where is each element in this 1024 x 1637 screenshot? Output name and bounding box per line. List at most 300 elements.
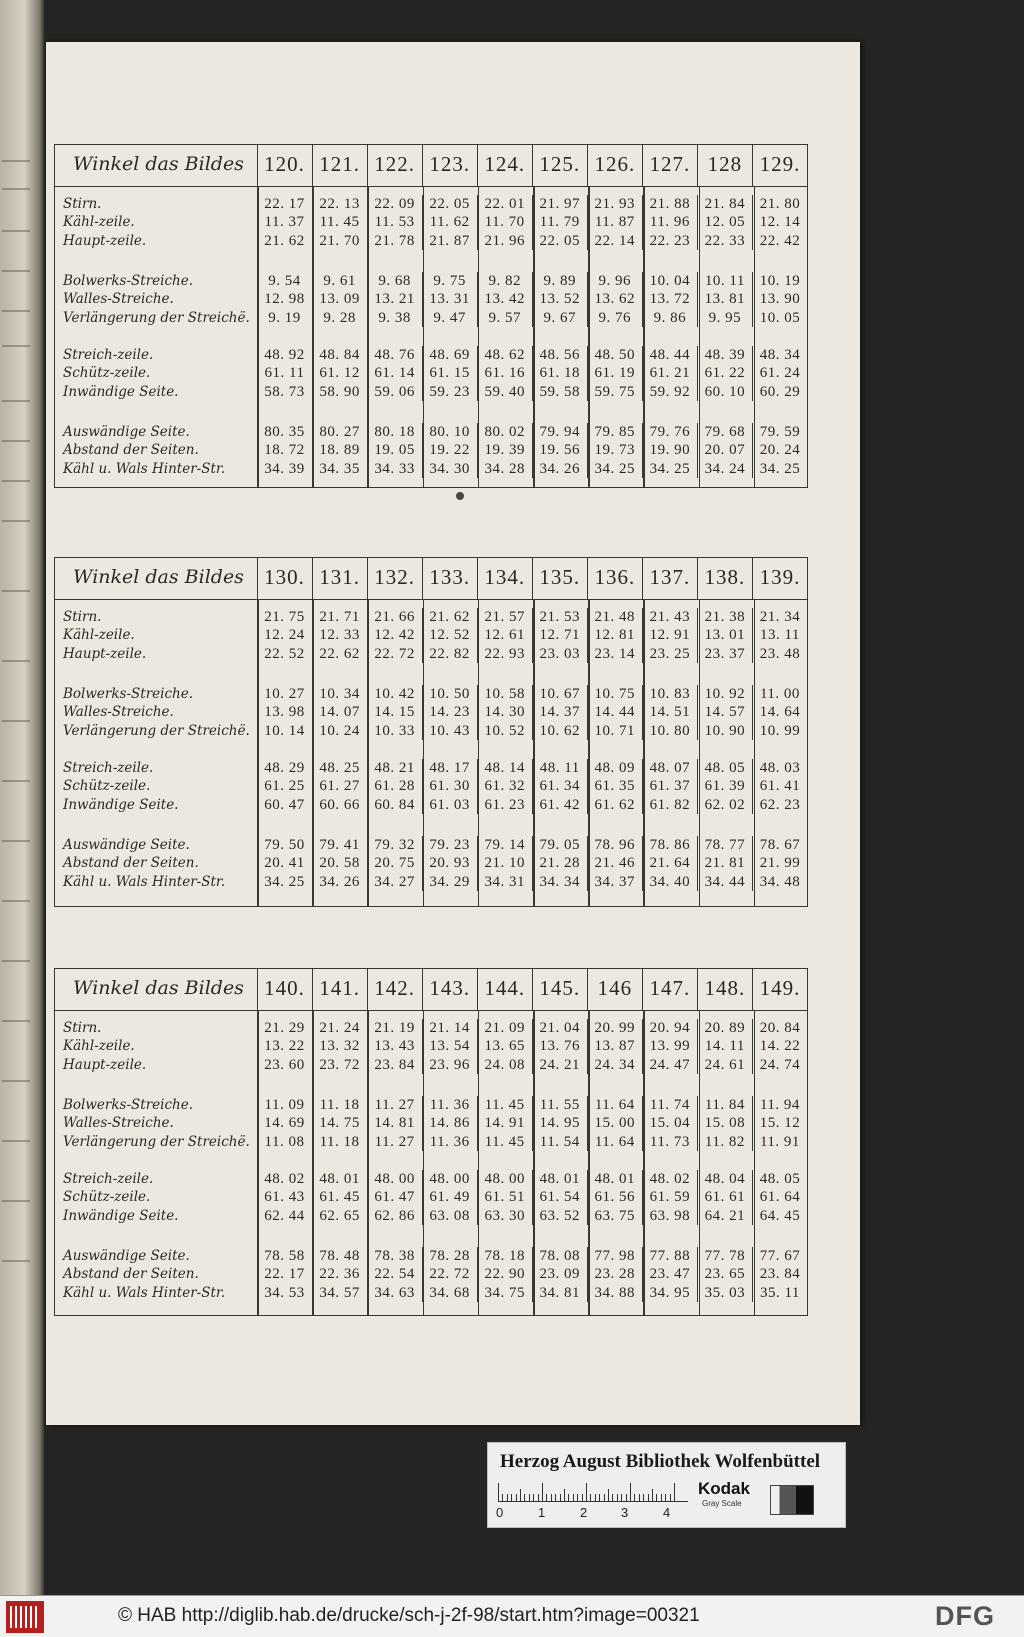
table-cell: 11. 45 — [477, 1096, 532, 1114]
table-cell: 48. 03 — [752, 759, 807, 777]
table-cell: 14. 37 — [532, 703, 587, 721]
table-cell: 22. 33 — [697, 232, 752, 250]
table-cell: 34. 24 — [697, 460, 752, 478]
table-cell: 10. 42 — [367, 685, 422, 703]
table-cell: 12. 91 — [642, 626, 697, 644]
table-cell: 34. 25 — [257, 873, 312, 891]
table-cell: 48. 01 — [532, 1170, 587, 1188]
table-cell: 23. 84 — [367, 1056, 422, 1074]
table-cell: 13. 09 — [312, 290, 367, 308]
table-cell: 61. 41 — [752, 777, 807, 795]
table-cell: 11. 18 — [312, 1096, 367, 1114]
table-cell: 11. 45 — [312, 213, 367, 231]
table-cell: 34. 26 — [532, 460, 587, 478]
table-row-bolw — [55, 1096, 807, 1114]
row-label: Schütz-zeile. — [63, 365, 151, 382]
table-cell: 63. 75 — [587, 1207, 642, 1225]
table-cell: 21. 48 — [587, 608, 642, 626]
hab-logo-icon — [6, 1601, 44, 1633]
row-label: Auswändige Seite. — [63, 837, 190, 853]
table-cell: 11. 37 — [257, 213, 312, 231]
table-cell: 19. 90 — [642, 441, 697, 459]
table-cell: 61. 34 — [532, 777, 587, 795]
table-cell: 35. 11 — [752, 1284, 807, 1302]
table-cell: 15. 00 — [587, 1114, 642, 1132]
table-cell: 24. 47 — [642, 1056, 697, 1074]
row-label: Haupt-zeile. — [63, 1056, 147, 1073]
table-cell: 23. 96 — [422, 1056, 477, 1074]
table-cell: 34. 31 — [477, 873, 532, 891]
table-cell: 34. 28 — [477, 460, 532, 478]
table-cell: 11. 09 — [257, 1096, 312, 1114]
scale-tick — [520, 1489, 521, 1501]
column-rule — [423, 1011, 425, 1315]
table-cell: 9. 54 — [257, 272, 312, 290]
column-header-angle: 149. — [752, 969, 807, 1010]
row-label: Abstand der Seiten. — [63, 1266, 199, 1283]
scale-tick — [529, 1494, 530, 1501]
footer-url-link[interactable]: © HAB http://diglib.hab.de/drucke/sch-j-2f-98/start.htm?image=00321 — [118, 1605, 700, 1626]
table-cell: 19. 39 — [477, 441, 532, 459]
table-cell: 13. 22 — [257, 1037, 312, 1055]
bleed-mark — [2, 840, 30, 842]
table-cell: 11. 79 — [532, 213, 587, 231]
column-header-angle: 132. — [367, 558, 422, 599]
scale-tick — [507, 1494, 508, 1501]
table-cell: 61. 23 — [477, 796, 532, 814]
table-cell: 20. 84 — [752, 1019, 807, 1037]
column-header-angle: 133. — [422, 558, 477, 599]
table-cell: 48. 21 — [367, 759, 422, 777]
table-cell: 48. 05 — [697, 759, 752, 777]
scale-tick — [656, 1494, 657, 1501]
bleed-mark — [2, 188, 30, 190]
row-label: Walles-Streiche. — [63, 704, 174, 721]
table-cell: 10. 75 — [587, 685, 642, 703]
scale-number: 1 — [538, 1505, 546, 1520]
bleed-mark — [2, 520, 30, 522]
table-row-schuz — [55, 777, 807, 795]
row-group — [55, 272, 807, 327]
table-cell: 59. 23 — [422, 383, 477, 401]
table-cell: 48. 39 — [697, 346, 752, 364]
row-label: Auswändige Seite. — [63, 424, 190, 440]
table-row-ausw — [55, 1247, 807, 1265]
table-row-abst — [55, 854, 807, 872]
table-cell: 48. 05 — [752, 1170, 807, 1188]
bleed-mark — [2, 310, 30, 312]
table-cell: 13. 52 — [532, 290, 587, 308]
table-cell: 79. 23 — [422, 836, 477, 854]
table-cell: 12. 05 — [697, 213, 752, 231]
table-cell: 9. 38 — [367, 309, 422, 327]
table-cell: 58. 73 — [257, 383, 312, 401]
column-rule — [312, 600, 314, 906]
scale-tick — [586, 1483, 587, 1501]
column-header-angle: 125. — [532, 145, 587, 186]
table-cell: 34. 27 — [367, 873, 422, 891]
row-group — [55, 759, 807, 814]
table-row-inw — [55, 796, 807, 814]
table-header-row — [55, 145, 807, 187]
table-cell: 48. 02 — [257, 1170, 312, 1188]
table-cell: 13. 87 — [587, 1037, 642, 1055]
row-label: Streich-zeile. — [63, 760, 154, 776]
table-cell: 78. 18 — [477, 1247, 532, 1265]
table-cell: 62. 23 — [752, 796, 807, 814]
column-header-angle: 141. — [312, 969, 367, 1010]
table-cell: 61. 24 — [752, 364, 807, 382]
table-cell: 78. 77 — [697, 836, 752, 854]
table-cell: 62. 44 — [257, 1207, 312, 1225]
table-cell: 78. 28 — [422, 1247, 477, 1265]
table-cell: 9. 89 — [532, 272, 587, 290]
bleed-mark — [2, 960, 30, 962]
bleed-mark — [2, 400, 30, 402]
table-cell: 61. 12 — [312, 364, 367, 382]
table-cell: 61. 39 — [697, 777, 752, 795]
table-header-row — [55, 558, 807, 600]
table-cell: 10. 19 — [752, 272, 807, 290]
dfg-logo: DFG — [935, 1601, 995, 1631]
scale-tick — [524, 1494, 525, 1501]
table-cell: 21. 99 — [752, 854, 807, 872]
row-label: Schütz-zeile. — [63, 1189, 151, 1206]
table-cell: 77. 78 — [697, 1247, 752, 1265]
row-label: Kähl u. Wals Hinter-Str. — [63, 460, 226, 477]
table-cell: 20. 58 — [312, 854, 367, 872]
table-cell: 61. 61 — [697, 1188, 752, 1206]
table-cell: 12. 81 — [587, 626, 642, 644]
row-label: Abstand der Seiten. — [63, 442, 199, 459]
table-cell: 60. 47 — [257, 796, 312, 814]
row-label: Auswändige Seite. — [63, 1248, 190, 1264]
table-cell: 62. 65 — [312, 1207, 367, 1225]
table-cell: 14. 23 — [422, 703, 477, 721]
row-group — [55, 1096, 807, 1151]
table-row-ausw — [55, 836, 807, 854]
table-cell: 61. 56 — [587, 1188, 642, 1206]
table-cell: 12. 61 — [477, 626, 532, 644]
table-cell: 19. 73 — [587, 441, 642, 459]
table-cell: 24. 74 — [752, 1056, 807, 1074]
table-cell: 21. 93 — [587, 195, 642, 213]
table-cell: 21. 96 — [477, 232, 532, 250]
table-cell: 63. 08 — [422, 1207, 477, 1225]
table-cell: 10. 80 — [642, 722, 697, 740]
row-group — [55, 346, 807, 401]
table-cell: 23. 60 — [257, 1056, 312, 1074]
table-cell: 11. 96 — [642, 213, 697, 231]
table-row-haupt — [55, 232, 807, 250]
table-row-streich — [55, 1170, 807, 1188]
table-cell: 12. 42 — [367, 626, 422, 644]
column-rule — [478, 600, 480, 906]
table-cell: 13. 43 — [367, 1037, 422, 1055]
table-cell: 23. 47 — [642, 1265, 697, 1283]
table-row-kahlwals — [55, 460, 807, 478]
table-cell: 61. 30 — [422, 777, 477, 795]
table-cell: 10. 71 — [587, 722, 642, 740]
column-rule — [699, 1011, 701, 1315]
table-cell: 48. 25 — [312, 759, 367, 777]
scale-tick — [582, 1494, 583, 1501]
scale-tick — [595, 1494, 596, 1501]
column-header-angle: 136. — [587, 558, 642, 599]
document-page — [46, 42, 860, 1425]
table-cell: 34. 39 — [257, 460, 312, 478]
table-cell: 21. 66 — [367, 608, 422, 626]
table-cell: 10. 34 — [312, 685, 367, 703]
table-cell: 21. 43 — [642, 608, 697, 626]
table-cell: 48. 17 — [422, 759, 477, 777]
table-cell: 48. 09 — [587, 759, 642, 777]
table-cell: 13. 72 — [642, 290, 697, 308]
row-group — [55, 685, 807, 740]
row-label: Verlängerung der Streichë. — [63, 1133, 250, 1150]
table-cell: 34. 57 — [312, 1284, 367, 1302]
scale-tick — [604, 1494, 605, 1501]
row-label: Streich-zeile. — [63, 1171, 154, 1187]
scale-number: 0 — [496, 1505, 504, 1520]
table-cell: 9. 95 — [697, 309, 752, 327]
table-cell: 34. 26 — [312, 873, 367, 891]
table-row-haupt — [55, 1056, 807, 1074]
table-cell: 60. 10 — [697, 383, 752, 401]
table-cell: 61. 14 — [367, 364, 422, 382]
table-cell: 48. 01 — [312, 1170, 367, 1188]
table-cell: 21. 53 — [532, 608, 587, 626]
table-cell: 63. 52 — [532, 1207, 587, 1225]
row-label: Verlängerung der Streichë. — [63, 309, 250, 326]
table-cell: 48. 11 — [532, 759, 587, 777]
gray-scale-patch — [770, 1485, 814, 1515]
scale-number: 4 — [663, 1505, 671, 1520]
row-label: Walles-Streiche. — [63, 291, 174, 308]
bleed-mark — [2, 1140, 30, 1142]
table-cell: 24. 08 — [477, 1056, 532, 1074]
table-cell: 20. 89 — [697, 1019, 752, 1037]
table-cell: 15. 08 — [697, 1114, 752, 1132]
table-cell: 13. 54 — [422, 1037, 477, 1055]
table-cell: 21. 14 — [422, 1019, 477, 1037]
scale-tick — [643, 1494, 644, 1501]
table-cell: 60. 66 — [312, 796, 367, 814]
table-cell: 10. 27 — [257, 685, 312, 703]
table-cell: 34. 81 — [532, 1284, 587, 1302]
table-cell: 79. 05 — [532, 836, 587, 854]
table-cell: 20. 94 — [642, 1019, 697, 1037]
row-label: Schütz-zeile. — [63, 778, 151, 795]
table-cell: 13. 81 — [697, 290, 752, 308]
table-cell: 21. 64 — [642, 854, 697, 872]
table-cell: 19. 22 — [422, 441, 477, 459]
table-cell: 60. 84 — [367, 796, 422, 814]
table-cell: 19. 05 — [367, 441, 422, 459]
table-cell: 20. 07 — [697, 441, 752, 459]
table-cell: 14. 57 — [697, 703, 752, 721]
table-cell: 60. 29 — [752, 383, 807, 401]
table-cell: 10. 05 — [752, 309, 807, 327]
table-cell: 48. 50 — [587, 346, 642, 364]
table-cell: 11. 62 — [422, 213, 477, 231]
table-cell: 48. 29 — [257, 759, 312, 777]
bleed-mark — [2, 345, 30, 347]
table-block-140-149 — [54, 968, 808, 1316]
table-cell: 14. 95 — [532, 1114, 587, 1132]
scale-tick — [573, 1494, 574, 1501]
scale-tick — [542, 1483, 543, 1501]
bleed-mark — [2, 270, 30, 272]
table-cell: 14. 86 — [422, 1114, 477, 1132]
table-cell: 61. 19 — [587, 364, 642, 382]
table-cell: 14. 07 — [312, 703, 367, 721]
table-cell: 22. 72 — [422, 1265, 477, 1283]
table-cell: 11. 00 — [752, 685, 807, 703]
column-header-angle: 128 — [697, 145, 752, 186]
table-cell: 22. 36 — [312, 1265, 367, 1283]
table-cell: 11. 08 — [257, 1133, 312, 1151]
table-cell: 21. 71 — [312, 608, 367, 626]
table-cell: 11. 73 — [642, 1133, 697, 1151]
library-card-title: Herzog August Bibliothek Wolfenbüttel — [500, 1451, 821, 1472]
table-cell: 62. 86 — [367, 1207, 422, 1225]
table-cell: 23. 25 — [642, 645, 697, 663]
scale-tick — [599, 1494, 600, 1501]
table-cell: 48. 84 — [312, 346, 367, 364]
table-cell: 34. 63 — [367, 1284, 422, 1302]
table-cell: 24. 21 — [532, 1056, 587, 1074]
bleed-mark — [2, 900, 30, 902]
table-cell: 48. 04 — [697, 1170, 752, 1188]
table-cell: 22. 13 — [312, 195, 367, 213]
scale-tick — [516, 1494, 517, 1501]
table-cell: 14. 30 — [477, 703, 532, 721]
table-cell: 34. 33 — [367, 460, 422, 478]
scale-tick — [630, 1483, 631, 1501]
table-cell: 58. 90 — [312, 383, 367, 401]
table-cell: 21. 88 — [642, 195, 697, 213]
table-cell: 10. 33 — [367, 722, 422, 740]
table-row-walles — [55, 1114, 807, 1132]
scale-tick — [665, 1494, 666, 1501]
table-cell: 78. 86 — [642, 836, 697, 854]
column-rule — [699, 600, 701, 906]
table-cell: 21. 34 — [752, 608, 807, 626]
scale-tick — [612, 1494, 613, 1501]
row-group — [55, 423, 807, 478]
column-header-angle: 121. — [312, 145, 367, 186]
scale-tick — [511, 1494, 512, 1501]
table-cell: 13. 31 — [422, 290, 477, 308]
table-cell: 14. 22 — [752, 1037, 807, 1055]
column-header-angle: 142. — [367, 969, 422, 1010]
table-cell: 78. 67 — [752, 836, 807, 854]
table-cell: 22. 05 — [422, 195, 477, 213]
table-cell: 11. 87 — [587, 213, 642, 231]
table-cell: 14. 91 — [477, 1114, 532, 1132]
scale-tick — [533, 1494, 534, 1501]
scale-tick — [652, 1489, 653, 1501]
table-row-ausw — [55, 423, 807, 441]
table-row-bolw — [55, 685, 807, 703]
bleed-mark — [2, 160, 30, 162]
table-cell: 79. 14 — [477, 836, 532, 854]
row-label: Kähl-zeile. — [63, 214, 135, 231]
table-cell: 61. 51 — [477, 1188, 532, 1206]
row-label: Abstand der Seiten. — [63, 855, 199, 872]
table-cell: 24. 34 — [587, 1056, 642, 1074]
table-cell: 15. 12 — [752, 1114, 807, 1132]
table-row-haupt — [55, 645, 807, 663]
table-cell: 48. 00 — [422, 1170, 477, 1188]
column-header-angle: 127. — [642, 145, 697, 186]
table-cell: 12. 52 — [422, 626, 477, 644]
column-rule — [478, 187, 480, 487]
table-cell: 34. 37 — [587, 873, 642, 891]
table-cell: 22. 62 — [312, 645, 367, 663]
table-cell: 61. 22 — [697, 364, 752, 382]
bleed-mark — [2, 480, 30, 482]
table-cell: 21. 78 — [367, 232, 422, 250]
column-header-angle: 135. — [532, 558, 587, 599]
table-cell: 21. 09 — [477, 1019, 532, 1037]
table-cell: 79. 41 — [312, 836, 367, 854]
scale-tick — [551, 1494, 552, 1501]
table-cell: 61. 37 — [642, 777, 697, 795]
scale-tick — [639, 1494, 640, 1501]
scale-tick — [560, 1494, 561, 1501]
table-cell: 48. 14 — [477, 759, 532, 777]
header-corner-label: Winkel das Bildes — [73, 153, 244, 175]
row-group — [55, 195, 807, 250]
row-label: Stirn. — [63, 196, 102, 212]
row-group — [55, 1170, 807, 1225]
table-cell: 79. 32 — [367, 836, 422, 854]
table-cell: 21. 38 — [697, 608, 752, 626]
table-cell: 22. 72 — [367, 645, 422, 663]
table-cell: 20. 75 — [367, 854, 422, 872]
table-cell: 13. 21 — [367, 290, 422, 308]
column-rule — [754, 600, 756, 906]
column-rule — [478, 1011, 480, 1315]
table-cell: 63. 98 — [642, 1207, 697, 1225]
table-cell: 34. 88 — [587, 1284, 642, 1302]
table-cell: 18. 72 — [257, 441, 312, 459]
table-cell: 21. 10 — [477, 854, 532, 872]
table-cell: 10. 24 — [312, 722, 367, 740]
table-cell: 80. 35 — [257, 423, 312, 441]
row-label: Haupt-zeile. — [63, 645, 147, 662]
table-cell: 11. 64 — [587, 1096, 642, 1114]
row-label: Kähl u. Wals Hinter-Str. — [63, 1284, 226, 1301]
table-cell: 10. 62 — [532, 722, 587, 740]
table-cell: 14. 75 — [312, 1114, 367, 1132]
column-rule — [588, 600, 590, 906]
table-cell: 20. 41 — [257, 854, 312, 872]
table-cell: 10. 90 — [697, 722, 752, 740]
table-cell: 61. 11 — [257, 364, 312, 382]
column-header-angle: 146 — [587, 969, 642, 1010]
table-cell: 13. 32 — [312, 1037, 367, 1055]
table-cell: 22. 09 — [367, 195, 422, 213]
header-corner-label: Winkel das Bildes — [73, 566, 244, 588]
table-cell: 10. 14 — [257, 722, 312, 740]
table-cell: 22. 14 — [587, 232, 642, 250]
table-cell: 23. 03 — [532, 645, 587, 663]
table-cell: 10. 58 — [477, 685, 532, 703]
table-cell: 61. 32 — [477, 777, 532, 795]
